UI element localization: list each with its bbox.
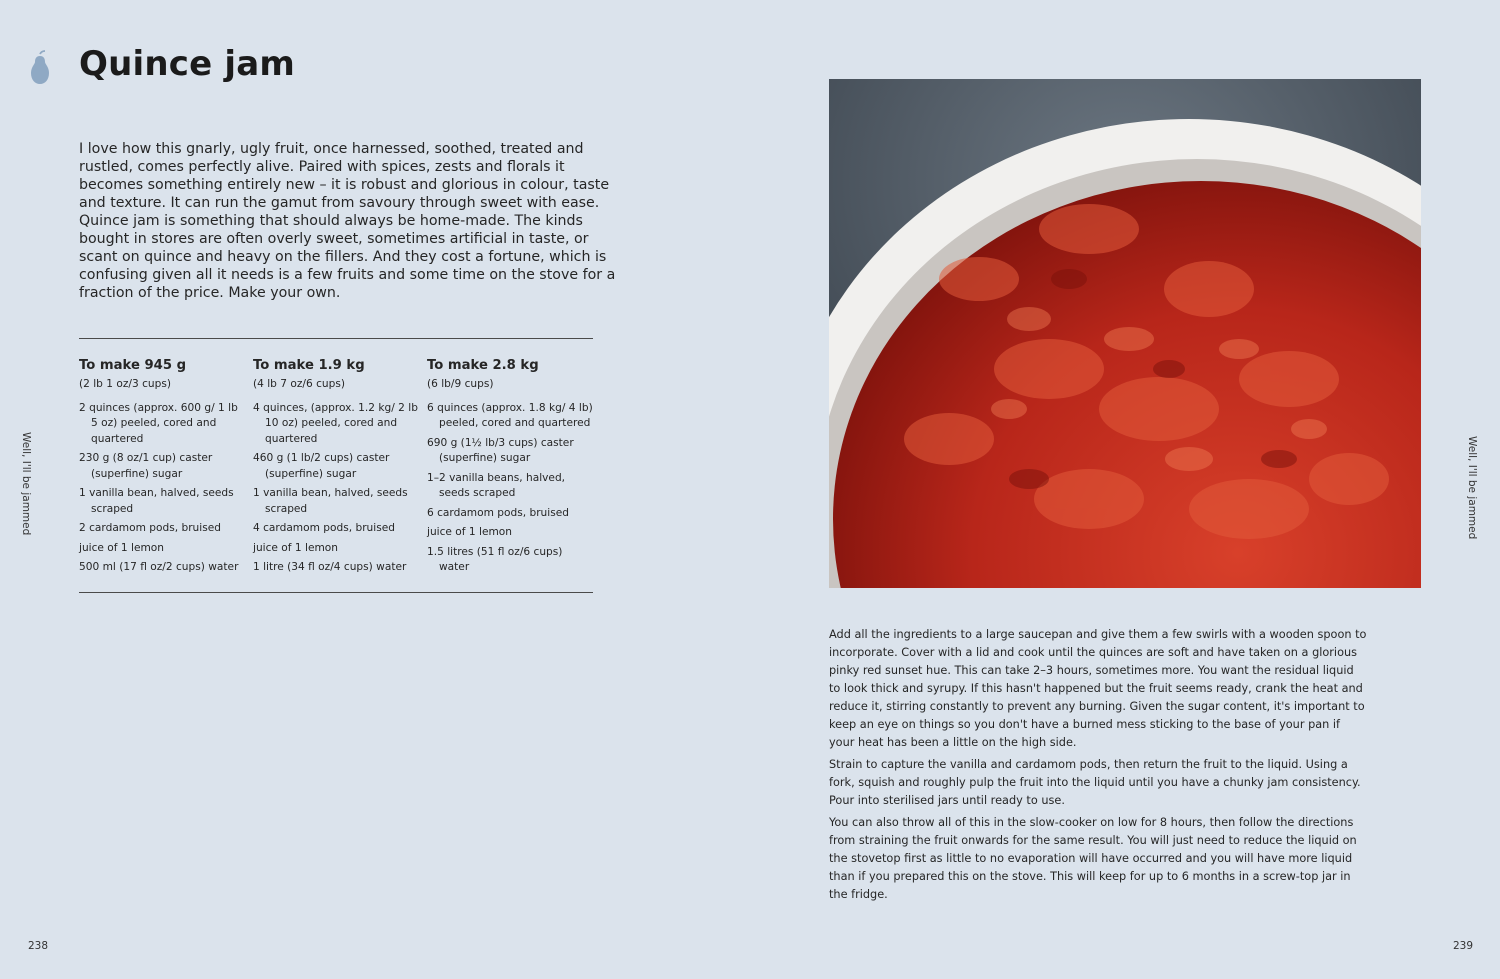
ingredient-item: juice of 1 lemon xyxy=(253,541,338,554)
ingredient-item: 1.5 litres (51 fl oz/6 cups) water xyxy=(427,545,563,573)
ingredient-list xyxy=(427,401,595,576)
ingredient-item: 1 vanilla bean, halved, seeds scraped xyxy=(79,487,234,515)
ingredient-item: 4 cardamom pods, bruised xyxy=(253,522,395,534)
yield-subheading: (6 lb/9 cups) xyxy=(427,378,494,390)
ingredient-item: 2 quinces (approx. 600 g/ 1 lb 5 oz) peeled, cored and quartered xyxy=(79,401,238,445)
method-paragraph: Add all the ingredients to a large saucepan and give them a few swirls with a wooden spoon to incorporate. Cover with a lid and cook until the quinces are soft and have taken on a glorious pinky red sunset hue. This can take 2–3 hours, sometimes more. You want the residual liquid to look thick and syrupy. If this hasn't happened but the fruit seems ready, crank the heat and reduce it, stirring constantly to prevent any burning. Given the sugar content, it's important to keep an eye on things so you don't have a burned mess sticking to the base of your pan if your heat has been a little on the high side. xyxy=(829,628,1367,749)
method-paragraph: You can also throw all of this in the slow-cooker on low for 8 hours, then follow the directions from straining the fruit onwards for the same result. You will just need to reduce the liquid on the stovetop first as little to no evaporation will have occurred and you will have more liquid than if you prepared this on the stove. This will keep for up to 6 months in a screw-top jar in the fridge. xyxy=(829,816,1357,901)
ingredient-list xyxy=(79,401,247,576)
method-text xyxy=(829,626,1367,908)
ingredient-item: 6 quinces (approx. 1.8 kg/ 4 lb) peeled, cored and quartered xyxy=(427,401,593,429)
yield-heading: To make 1.9 kg xyxy=(253,358,365,373)
page-title: Quince jam xyxy=(79,44,296,84)
yield-column-large xyxy=(427,357,595,580)
running-head-left: Well, I'll be jammed xyxy=(20,432,32,536)
intro-paragraph: I love how this gnarly, ugly fruit, once harnessed, soothed, treated and rustled, comes perfectly alive. Paired with spices, zests and florals it becomes something entirely new – it is robust and glorious in colour, taste and texture. It can run the gamut from savoury through sweet with ease. Quince jam is something that should always be home-made. The kinds bought in stores are often overly sweet, sometimes artificial in taste, or scant on quince and heavy on the fillers. And they cost a fortune, which is confusing given all it needs is a few fruits and some time on the stove for a fraction of the price. Make your own. xyxy=(79,141,616,301)
ingredient-item: 1–2 vanilla beans, halved, seeds scraped xyxy=(427,471,566,499)
page-number-right: 239 xyxy=(1453,940,1474,952)
yield-subheading: (2 lb 1 oz/3 cups) xyxy=(79,378,172,390)
divider-bottom xyxy=(79,592,593,593)
ingredient-item: 230 g (8 oz/1 cup) caster (superfine) sugar xyxy=(79,452,213,480)
yield-column-medium xyxy=(253,357,421,580)
page-number-left: 238 xyxy=(28,940,49,952)
method-paragraph: Strain to capture the vanilla and cardamom pods, then return the fruit to the liquid. Using a fork, squish and roughly pulp the fruit into the liquid until you have a chunky jam consistency. Pour into sterilised jars until ready to use. xyxy=(829,758,1361,807)
yield-heading: To make 945 g xyxy=(79,358,187,373)
ingredient-item: 4 quinces, (approx. 1.2 kg/ 2 lb 10 oz) peeled, cored and quartered xyxy=(253,401,418,445)
ingredient-item: 500 ml (17 fl oz/2 cups) water xyxy=(79,561,239,573)
ingredient-item: juice of 1 lemon xyxy=(79,541,164,554)
ingredient-item: 690 g (1½ lb/3 cups) caster (superfine) sugar xyxy=(427,436,574,464)
ingredient-item: 2 cardamom pods, bruised xyxy=(79,522,221,534)
yield-heading: To make 2.8 kg xyxy=(427,358,539,373)
running-head-right: Well, I'll be jammed xyxy=(1466,436,1478,540)
ingredient-item: 1 vanilla bean, halved, seeds scraped xyxy=(253,487,408,515)
pear-icon xyxy=(26,50,54,86)
ingredient-item: 6 cardamom pods, bruised xyxy=(427,506,569,519)
ingredient-item: 460 g (1 lb/2 cups) caster (superfine) sugar xyxy=(253,452,390,480)
yield-subheading: (4 lb 7 oz/6 cups) xyxy=(253,378,346,390)
ingredient-list xyxy=(253,401,421,576)
ingredient-item: 1 litre (34 fl oz/4 cups) water xyxy=(253,561,407,573)
yield-column-small xyxy=(79,357,247,580)
divider-top xyxy=(79,338,593,339)
ingredient-item: juice of 1 lemon xyxy=(427,526,512,538)
